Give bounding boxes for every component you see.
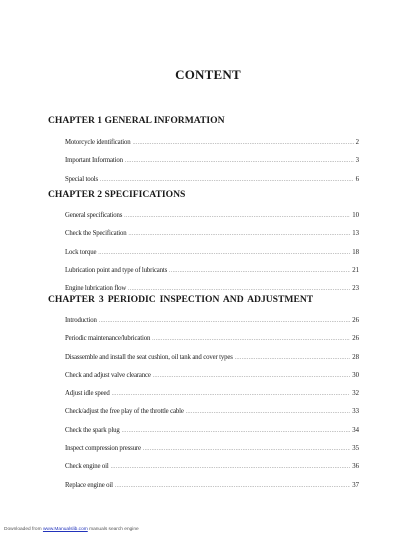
toc-entry[interactable] — [65, 156, 359, 174]
toc-page-number: 3 — [355, 157, 359, 165]
dot-leader — [186, 408, 351, 418]
toc-entry[interactable] — [65, 444, 359, 462]
toc-page-number: 10 — [352, 212, 359, 219]
toc-entry-title: Inspect compression pressure — [65, 445, 141, 453]
toc-entry-title: Special tools — [65, 175, 98, 183]
toc-entry-title: Engine lubrication flow — [65, 285, 127, 293]
dot-leader — [111, 463, 351, 473]
dot-leader — [99, 317, 350, 327]
dot-leader — [122, 427, 351, 437]
toc-entry[interactable] — [65, 426, 359, 444]
toc-entry[interactable] — [65, 481, 359, 499]
toc-page-number: 34 — [352, 426, 359, 434]
toc-page-number: 2 — [355, 139, 359, 146]
toc-page-number: 21 — [352, 266, 359, 274]
toc-entry-title: Important Information — [65, 157, 123, 165]
toc-entry[interactable] — [65, 389, 359, 407]
chapter-heading: CHAPTER 3 PERIODIC INSPECTION AND ADJUSTMENT — [48, 294, 314, 305]
toc-list — [65, 138, 359, 193]
toc-entry-title: Check and adjust valve clearance — [65, 371, 151, 379]
toc-entry[interactable] — [65, 371, 359, 389]
toc-entry[interactable] — [65, 211, 359, 229]
footer-suffix: manuals search engine — [89, 527, 139, 532]
toc-entry-title: General specifications — [65, 212, 123, 219]
dot-leader — [152, 335, 350, 345]
toc-entry[interactable] — [65, 248, 359, 266]
toc-entry-title: Periodic maintenance/lubrication — [65, 335, 151, 343]
toc-page-number: 23 — [352, 285, 359, 293]
toc-entry[interactable] — [65, 138, 359, 156]
toc-entry[interactable] — [65, 353, 359, 371]
manualslib-link[interactable]: www.Manualslib.com — [42, 527, 88, 532]
toc-entry[interactable] — [65, 407, 359, 425]
toc-entry-title: Adjust idle speed — [65, 390, 110, 398]
toc-entry-title: Check engine oil — [65, 463, 109, 471]
toc-entry-title: Check/adjust the free play of the throttle cable — [65, 408, 184, 416]
dot-leader — [169, 267, 350, 277]
toc-page-number: 26 — [352, 335, 359, 343]
page-title: CONTENT — [175, 67, 241, 82]
download-footer — [4, 527, 139, 532]
toc-page-number: 13 — [352, 230, 359, 238]
chapter-heading: CHAPTER 2 SPECIFICATIONS — [48, 189, 186, 200]
dot-leader — [133, 139, 354, 149]
toc-list — [65, 211, 359, 302]
toc-page-number: 18 — [352, 248, 359, 256]
dot-leader — [235, 354, 350, 364]
toc-page-number: 35 — [352, 445, 359, 453]
toc-entry[interactable] — [65, 229, 359, 247]
toc-list — [65, 316, 359, 499]
dot-leader — [112, 390, 351, 400]
footer-prefix: Downloaded from — [4, 527, 42, 532]
dot-leader — [98, 249, 350, 259]
dot-leader — [153, 372, 350, 382]
toc-entry-title: Lock torque — [65, 248, 97, 256]
toc-entry[interactable] — [65, 266, 359, 284]
toc-entry-title: Disassemble and install the seat cushion, oil tank and cover types — [65, 353, 233, 361]
toc-page-number: 30 — [352, 371, 359, 379]
toc-page-number: 32 — [352, 390, 359, 398]
toc-entry-title: Lubrication point and type of lubricants — [65, 266, 168, 274]
toc-page-number: 28 — [352, 353, 359, 361]
dot-leader — [100, 176, 354, 186]
toc-entry[interactable] — [65, 316, 359, 334]
dot-leader — [115, 482, 350, 492]
toc-entry-title: Motorcycle identification — [65, 139, 131, 146]
toc-page-number: 33 — [352, 408, 359, 416]
dot-leader — [125, 157, 354, 167]
dot-leader — [128, 230, 350, 240]
dot-leader — [143, 445, 350, 455]
toc-entry[interactable] — [65, 462, 359, 480]
toc-page-number: 37 — [352, 481, 359, 489]
toc-entry-title: Replace engine oil — [65, 481, 113, 489]
toc-page-number: 26 — [352, 317, 359, 324]
toc-entry-title: Check the spark plug — [65, 426, 120, 434]
toc-entry-title: Check the Specification — [65, 230, 127, 238]
toc-page-number: 6 — [355, 175, 359, 183]
chapter-heading: CHAPTER 1 GENERAL INFORMATION — [48, 115, 225, 126]
toc-entry[interactable] — [65, 334, 359, 352]
toc-entry-title: Introduction — [65, 317, 97, 324]
toc-page-number: 36 — [352, 463, 359, 471]
dot-leader — [124, 212, 350, 222]
